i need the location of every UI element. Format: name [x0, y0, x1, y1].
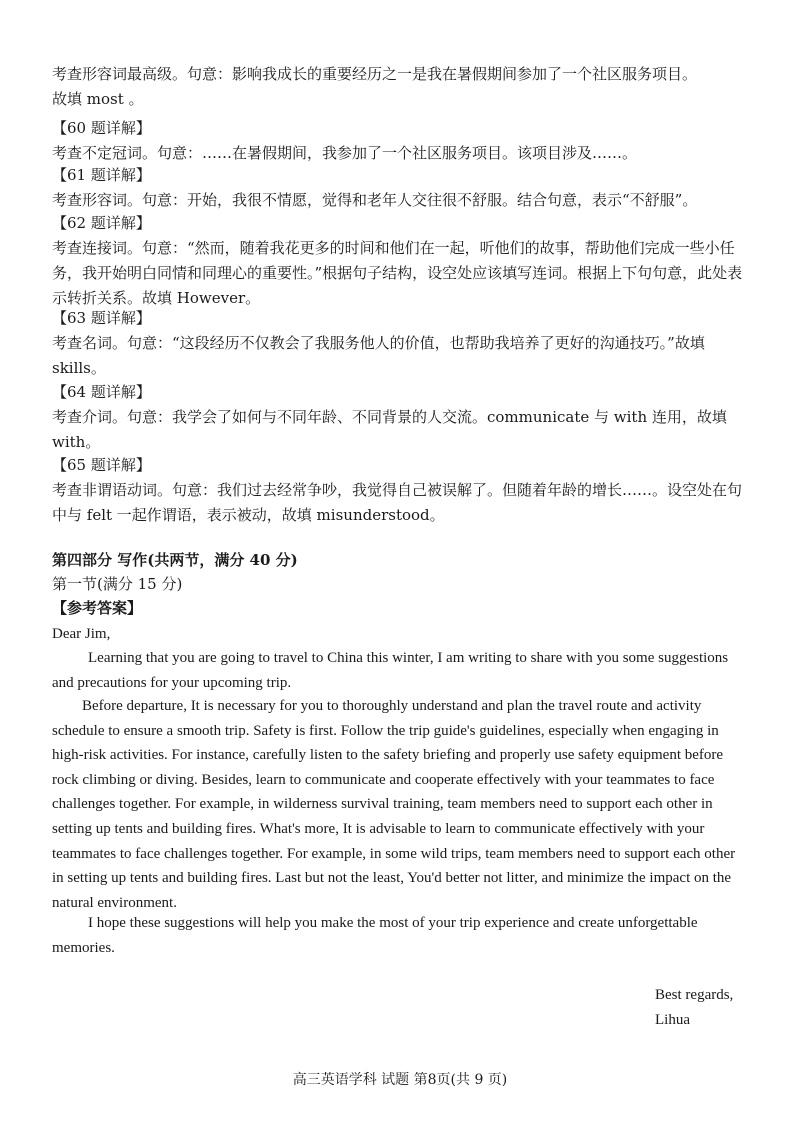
letter-paragraph-1: Learning that you are going to travel to China this winter, I am writing to share with you some suggestions and precautions for your upcoming trip.: [52, 650, 729, 691]
reference-answer-label: 【参考答案】: [52, 599, 143, 617]
q63-explanation: 考查名词。句意：“这段经历不仅教会了我服务他人的价值，也帮助我培养了更好的沟通技巧。”故填 skills。: [52, 334, 705, 377]
writing-part-title: 第四部分 写作(共两节，满分 40 分): [52, 551, 298, 569]
letter-signature: Lihua: [655, 1012, 690, 1028]
q59-explanation-line1: 考查形容词最高级。句意：影响我成长的重要经历之一是我在暑假期间参加了一个社区服务项目。: [52, 65, 698, 83]
writing-section-title: 第一节(满分 15 分): [52, 575, 183, 593]
q62-heading: 【62 题详解】: [52, 214, 151, 232]
q65-heading: 【65 题详解】: [52, 456, 151, 474]
letter-salutation: Dear Jim,: [52, 626, 111, 642]
letter-paragraph-3: I hope these suggestions will help you make the most of your trip experience and create unforgettable memories.: [52, 915, 698, 956]
q63-heading: 【63 题详解】: [52, 309, 151, 327]
q64-heading: 【64 题详解】: [52, 383, 151, 401]
letter-paragraph-2: Before departure, It is necessary for you to thoroughly understand and plan the travel route and activity schedule to ensure a smooth trip. Safety is first. Follow the trip guide's guidelines, especially when engaging in high-risk activities. For instance, carefully listen to the safety briefing and properly use safety equipment before rock climbing or diving. Besides, learn to communicate and cooperate effectively with your teammates to face challenges together. For example, in wilderness survival training, team members need to support each other in setting up tents and building fires. What's more, It is advisable to learn to communicate effectively with your teammates to face challenges together. For example, in some wild trips, team members need to support each other in setting up tents and building fires. Last but not the least, You'd better not litter, and minimize the impact on the natural environment.: [52, 698, 736, 911]
letter-closing: Best regards,: [655, 987, 734, 1003]
q61-heading: 【61 题详解】: [52, 166, 151, 184]
q59-explanation: [52, 62, 752, 112]
q64-explanation: 考查介词。句意：我学会了如何与不同年龄、不同背景的人交流。communicate 与 with 连用，故填 with。: [52, 408, 727, 451]
q59-explanation-line2: 故填 most 。: [52, 90, 144, 108]
q61-explanation: 考查形容词。句意：开始，我很不情愿，觉得和老年人交往很不舒服。结合句意，表示“不舒服”。: [52, 191, 698, 209]
q62-explanation: 考查连接词。句意：“然而，随着我花更多的时间和他们在一起，听他们的故事，帮助他们完成一些小任务，我开始明白同情和同理心的重要性。”根据句子结构，设空处应该填写连词。根据上下句句意，此处表示转折关系。故填 However。: [52, 239, 743, 307]
page-footer: 高三英语学科 试题 第8页(共 9 页): [292, 1072, 508, 1088]
q60-heading: 【60 题详解】: [52, 119, 151, 137]
q65-explanation: 考查非谓语动词。句意：我们过去经常争吵，我觉得自己被误解了。但随着年龄的增长……。设空处在句中与 felt 一起作谓语，表示被动，故填 misunderstood。: [52, 481, 743, 524]
q60-explanation: 考查不定冠词。句意：……在暑假期间，我参加了一个社区服务项目。该项目涉及……。: [52, 144, 638, 162]
